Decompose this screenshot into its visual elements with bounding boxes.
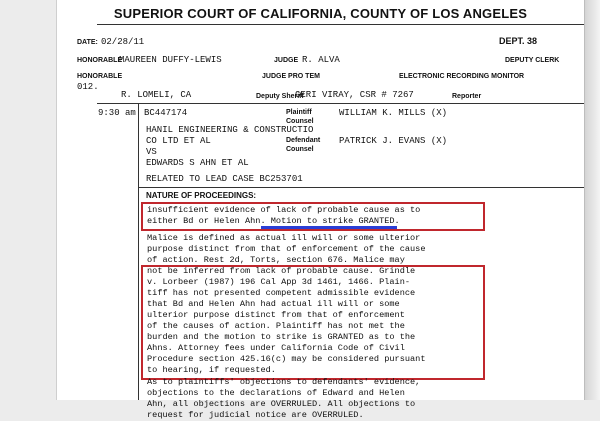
case-title-line: EDWARDS S AHN ET AL	[146, 158, 249, 168]
proceedings-heading: NATURE OF PROCEEDINGS:	[146, 191, 257, 200]
proceedings-line: As to plaintiffs' objections to defendants' evidence,	[147, 377, 421, 387]
proceedings-line: objections to the declarations of Edward and Helen	[147, 388, 405, 398]
plaintiff-counsel-label: Counsel	[286, 118, 314, 125]
judge-name: MAUREEN DUFFY-LEWIS	[119, 55, 222, 65]
proceedings-line: Malice is defined as actual ill will or some ulterior	[147, 233, 421, 243]
proceedings-line: purpose distinct from that of enforcement of the cause	[147, 244, 426, 254]
proceedings-line: Ahns. Attorney fees under California Code of Civil	[147, 343, 405, 353]
date-label: DATE:	[77, 39, 98, 46]
reporter-name: GERI VIRAY, CSR # 7267	[295, 90, 414, 100]
case-title-line: VS	[146, 147, 157, 157]
proceedings-line: of action. Rest 2d, Torts, section 676. Malice may	[147, 255, 405, 265]
clerk-name: R. ALVA	[302, 55, 340, 65]
proceedings-line: of the causes of action. Plaintiff has not met the	[147, 321, 405, 331]
related-case: RELATED TO LEAD CASE BC253701	[146, 174, 303, 184]
proceedings-line: not be inferred from lack of probable cause. Grindle	[147, 266, 416, 276]
proceedings-line: Ahn, all objections are OVERRULED. All objections to	[147, 399, 416, 409]
proceedings-line: v. Lorbeer (1987) 196 Cal App 3d 1461, 1466. Plain-	[147, 277, 411, 287]
honorable-label-2: HONORABLE	[77, 73, 123, 80]
reporter-label: Reporter	[452, 93, 482, 100]
motion-underline	[261, 226, 397, 229]
proceedings-line: either Bd or Helen Ahn. Motion to strike GRANTED.	[147, 216, 400, 226]
proceedings-line: Procedure section 425.16(c) may be considered pursuant	[147, 354, 426, 364]
proceedings-line: ulterior purpose distinct from that of enforcement	[147, 310, 405, 320]
proceedings-line: request for judicial notice are OVERRULED.	[147, 410, 364, 420]
deputy-clerk-label: DEPUTY CLERK	[505, 57, 560, 64]
plaintiff-label: Plaintiff	[286, 109, 312, 116]
deputy-sheriff-label: Deputy Sheriff	[256, 93, 304, 100]
plaintiff-counsel: WILLIAM K. MILLS (X)	[339, 108, 448, 118]
case-number: BC447174	[144, 108, 188, 118]
defendant-label: Defendant	[286, 137, 321, 144]
defendant-counsel: PATRICK J. EVANS (X)	[339, 136, 448, 146]
left-margin-rule	[138, 103, 139, 400]
page-shadow	[583, 0, 600, 400]
proceedings-line: burden and the motion to strike is GRANTED as to the	[147, 332, 416, 342]
date-value: 02/28/11	[101, 37, 145, 47]
header-top-rule	[97, 24, 584, 25]
court-title: SUPERIOR COURT OF CALIFORNIA, COUNTY OF LOS ANGELES	[113, 6, 528, 21]
court-minute-order-page	[56, 0, 585, 420]
hearing-time: 9:30 am	[98, 108, 136, 118]
electronic-monitor-label: ELECTRONIC RECORDING MONITOR	[399, 73, 525, 80]
sheriff-name: R. LOMELI, CA	[121, 90, 192, 100]
case-title-line: CO LTD ET AL	[146, 136, 211, 146]
case-title-line: HANIL ENGINEERING & CONSTRUCTIO	[146, 125, 314, 135]
judge-pro-tem-label: JUDGE PRO TEM	[262, 73, 320, 80]
proceedings-rule	[138, 187, 584, 188]
defendant-counsel-label: Counsel	[286, 146, 314, 153]
header-bottom-rule	[97, 103, 584, 104]
honorable-number: 012.	[77, 82, 99, 92]
proceedings-line: that Bd and Helen Ahn had actual ill will or some	[147, 299, 400, 309]
proceedings-line: insufficient evidence of lack of probable cause as to	[147, 205, 421, 215]
judge-label: JUDGE	[274, 57, 299, 64]
proceedings-line: tiff has not presented competent admissible evidence	[147, 288, 416, 298]
highlight-box	[141, 265, 485, 380]
dept-label: DEPT. 38	[499, 36, 538, 46]
honorable-label: HONORABLE	[77, 57, 123, 64]
proceedings-line: to hearing, if requested.	[147, 365, 276, 375]
